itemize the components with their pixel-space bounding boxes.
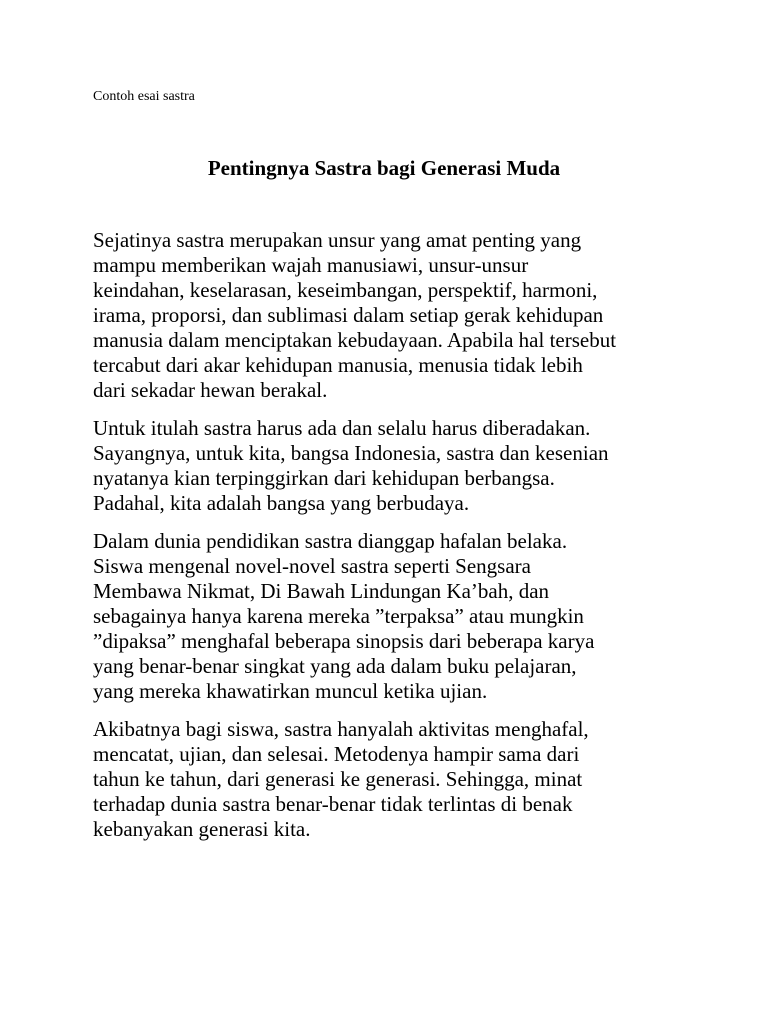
paragraph-line: Untuk itulah sastra harus ada dan selalu harus diberadakan. xyxy=(93,416,591,440)
paragraph-line: mampu memberikan wajah manusiawi, unsur-unsur xyxy=(93,253,529,277)
paragraph-4 xyxy=(93,717,693,842)
paragraph-line: terhadap dunia sastra benar-benar tidak terlintas di benak xyxy=(93,792,573,816)
paragraph-line: nyatanya kian terpinggirkan dari kehidupan berbangsa. xyxy=(93,466,555,490)
paragraph-line: mencatat, ujian, dan selesai. Metodenya hampir sama dari xyxy=(93,742,580,766)
paragraph-line: dari sekadar hewan berakal. xyxy=(93,378,328,402)
paragraph-line: tahun ke tahun, dari generasi ke generasi. Sehingga, minat xyxy=(93,767,583,791)
document-title: Pentingnya Sastra bagi Generasi Muda xyxy=(207,156,561,180)
paragraph-line: sebagainya hanya karena mereka ”terpaksa” atau mungkin xyxy=(93,604,584,628)
document-body xyxy=(93,228,693,855)
paragraph-line: tercabut dari akar kehidupan manusia, menusia tidak lebih xyxy=(93,353,583,377)
paragraph-line: Padahal, kita adalah bangsa yang berbudaya. xyxy=(93,491,470,515)
paragraph-line: Sejatinya sastra merupakan unsur yang amat penting yang xyxy=(93,228,582,252)
paragraph-line: Akibatnya bagi siswa, sastra hanyalah aktivitas menghafal, xyxy=(93,717,589,741)
paragraph-line: manusia dalam menciptakan kebudayaan. Apabila hal tersebut xyxy=(93,328,617,352)
paragraph-line: irama, proporsi, dan sublimasi dalam setiap gerak kehidupan xyxy=(93,303,604,327)
paragraph-line: Dalam dunia pendidikan sastra dianggap hafalan belaka. xyxy=(93,529,568,553)
paragraph-1 xyxy=(93,228,693,403)
paragraph-line: Sayangnya, untuk kita, bangsa Indonesia, sastra dan kesenian xyxy=(93,441,609,465)
paragraph-line: Membawa Nikmat, Di Bawah Lindungan Ka’bah, dan xyxy=(93,579,550,603)
paragraph-line: ”dipaksa” menghafal beberapa sinopsis dari beberapa karya xyxy=(93,629,595,653)
document-label: Contoh esai sastra xyxy=(93,89,195,104)
paragraph-line: yang benar-benar singkat yang ada dalam buku pelajaran, xyxy=(93,654,577,678)
paragraph-2 xyxy=(93,416,693,516)
paragraph-line: yang mereka khawatirkan muncul ketika ujian. xyxy=(93,679,488,703)
paragraph-line: Siswa mengenal novel-novel sastra seperti Sengsara xyxy=(93,554,531,578)
paragraph-line: keindahan, keselarasan, keseimbangan, perspektif, harmoni, xyxy=(93,278,598,302)
paragraph-3 xyxy=(93,529,693,704)
paragraph-line: kebanyakan generasi kita. xyxy=(93,817,311,841)
